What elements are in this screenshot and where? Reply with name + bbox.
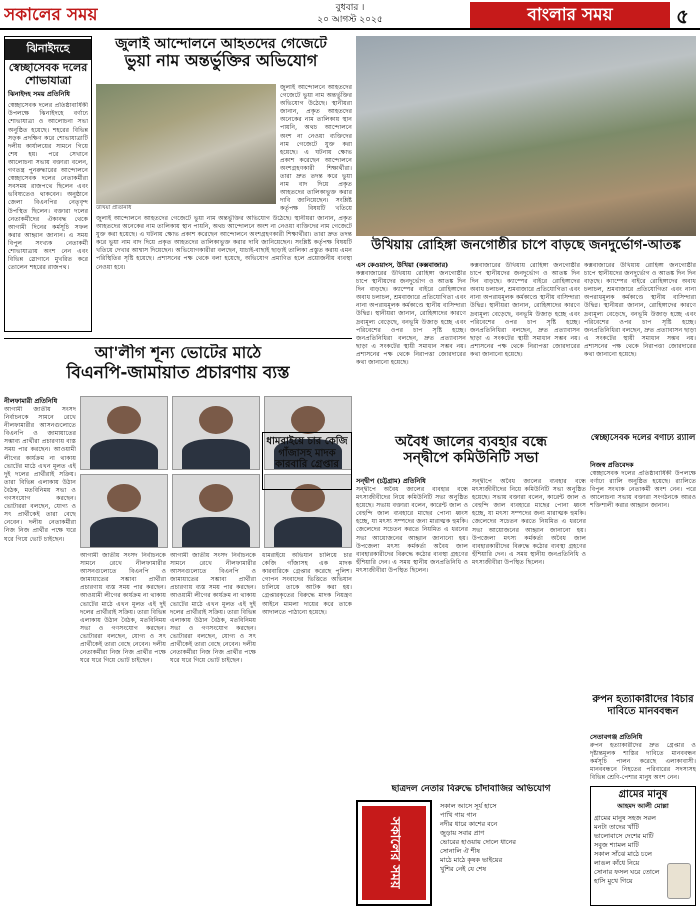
story9-header <box>356 784 586 798</box>
story9-headline: ছাত্রদল নেতার বিরুদ্ধে চাঁদাবাজির অভিযোগ <box>391 784 551 794</box>
poem1-line: খুশির নেই যে শেষ <box>440 865 487 873</box>
poem1-line: নদীর ধারে কাশের বনে <box>440 820 498 828</box>
story4-body-col2: আগামী জাতীয় সংসদ নির্বাচনকে সামনে রেখে নীলফামারীর আসনগুলোতে বিএনপি ও জামায়াতের সম্ভাব্য প্রার্থীরা প্রচারণায় ব্যস্ত সময় পার করছেন। আওয়ামী লীগের কার্যক্রম না থাকায় ভোটের মাঠে এখন মূলত এই দুই দলের প্রার্থীরাই সক্রিয়। তারা বিভিন্ন এলাকায় উঠান বৈঠক, মতবিনিময় সভা ও গণসংযোগ করছেন। ভোটাররা বলছেন, যোগ্য ও সৎ প্রার্থীকেই তারা বেছে নেবেন। দলীয় নেতাকর্মীরা নিজ নিজ প্রার্থীর পক্ষে ঘরে ঘরে গিয়ে ভোট চাইছেন। <box>80 552 166 665</box>
poem2-line: সোনার ফসল ঘরে তোলে <box>594 867 660 876</box>
date-day: বুধবার । <box>335 3 365 13</box>
story1-body: স্বেচ্ছাসেবক দলের প্রতিষ্ঠাবার্ষিকী উপলক্ষে ঝিনাইদহে বর্ণাঢ্য শোভাযাত্রা ও আলোচনা সভা অনুষ্ঠিত হয়েছে। শহরের বিভিন্ন সড়ক প্রদক্ষিণ করে শোভাযাত্রাটি দলীয় কার্যালয়ের সামনে গিয়ে শেষ হয়। পরে সেখানে আলোচনা সভায় বক্তারা বলেন, গণতন্ত্র পুনরুদ্ধারের আন্দোলনে স্বেচ্ছাসেবক দলের নেতাকর্মীরা সবসময় রাজপথে ছিলেন এবং ভবিষ্যতেও থাকবেন। অনুষ্ঠানে জেলা বিএনপির নেতৃবৃন্দ উপস্থিত ছিলেন। বক্তারা দলের নেতাকর্মীদের ঐক্যবদ্ধ থেকে আগামী দিনের কর্মসূচি সফল করার আহ্বান জানান। এ সময় বিপুল সংখ্যক নেতাকর্মী শোভাযাত্রায় অংশ নেন এবং বিভিন্ন স্লোগানে মুখরিত করে তোলেন শহরের রাজপথ। <box>8 102 88 272</box>
story2-headline-line1: জুলাই আন্দোলনে আহতদের গেজেটে <box>115 36 327 52</box>
story2-photo <box>96 84 276 204</box>
poem1-line: জুড়ায় সবার প্রাণ <box>440 829 485 837</box>
poem2-line: লাঙল কাঁধে নিয়ে <box>594 858 640 867</box>
story1-kicker: ঝিনাইদহে <box>5 39 91 60</box>
candidate-portrait <box>172 396 260 470</box>
poem2-line: হাসি মুখে গিয়ে <box>594 876 633 885</box>
story4-body-col1: আগামী জাতীয় সংসদ নির্বাচনকে সামনে রেখে নীলফামারীর আসনগুলোতে বিএনপি ও জামায়াতের সম্ভাব্য প্রার্থীরা প্রচারণায় ব্যস্ত সময় পার করছেন। আওয়ামী লীগের কার্যক্রম না থাকায় ভোটের মাঠে এখন মূলত এই দুই দলের প্রার্থীরাই সক্রিয়। তারা বিভিন্ন এলাকায় উঠান বৈঠক, মতবিনিময় সভা ও গণসংযোগ করছেন। ভোটাররা বলছেন, যোগ্য ও সৎ প্রার্থীকেই তারা বেছে নেবেন। দলীয় নেতাকর্মীরা নিজ নিজ প্রার্থীর পক্ষে ঘরে ঘরে গিয়ে ভোট চাইছেন। <box>4 406 76 543</box>
story2-body-col2: জুলাই আন্দোলনে আহতদের গেজেটে ভুয়া নাম অন্তর্ভুক্তির অভিযোগ উঠেছে। স্থানীয়রা জানান, প্রকৃত আহতদের অনেকের নাম তালিকায় স্থান পায়নি, অথচ আন্দোলনে অংশ না নেওয়া ব্যক্তিদের নাম গেজেটে যুক্ত করা হয়েছে। এ ঘটনায় ক্ষোভ প্রকাশ করেছেন আন্দোলনে অংশগ্রহণকারী শিক্ষার্থীরা। তারা দ্রুত তদন্ত করে ভুয়া নাম বাদ দিয়ে প্রকৃত আহতদের তালিকাভুক্ত করার দাবি জানিয়েছেন। সংশ্লিষ্ট কর্তৃপক্ষ বিষয়টি খতিয়ে দেখার আশ্বাস দিয়েছেন। অভিযোগকারীরা বলছেন, যাচাই-বাছাই ছাড়াই তালিকা প্রস্তুত করায় এমন পরিস্থিতির সৃষ্টি হয়েছে। প্রশাসনের পক্ষ থেকে বলা হয়েছে, অভিযোগ প্রমাণিত হলে প্রয়োজনীয় ব্যবস্থা নেওয়া হবে। <box>96 215 352 271</box>
masthead-date <box>290 2 410 26</box>
poem2 <box>590 786 696 906</box>
poem2-line: ভালোবাসে দেশের মাটি <box>594 831 654 840</box>
story5-body: ধামরাইয়ে অভিযান চালিয়ে চার কেজি গাঁজাসহ এক মাদক কারবারিকে গ্রেপ্তার করেছে পুলিশ। গোপন সংবাদের ভিত্তিতে অভিযান চালিয়ে তাকে আটক করা হয়। গ্রেপ্তারকৃতের বিরুদ্ধে মাদক নিয়ন্ত্রণ আইনে মামলা দায়ের করে তাকে আদালতে পাঠানো হয়েছে। <box>262 552 352 616</box>
candidate-portrait <box>80 396 168 470</box>
poem1-line: ভোরের হাওয়ায় দোলে ধানের <box>440 838 516 846</box>
story-jhenaidah <box>4 36 92 332</box>
story8-body: রুপন হত্যাকারীদের দ্রুত গ্রেপ্তার ও দৃষ্টান্তমূলক শাস্তির দাবিতে মানববন্ধন কর্মসূচি পালন করেছে এলাকাবাসী। মানববন্ধনে নিহতের পরিবারের সদস্যসহ বিভিন্ন শ্রেণি-পেশার মানুষ অংশ নেন। <box>590 742 696 782</box>
story3-header <box>356 236 696 258</box>
section-banner: বাংলার সময় <box>470 2 670 28</box>
story6-body-col1: সন্দ্বীপে অবৈধ জালের ব্যবহার বন্ধে মৎস্যজীবীদের নিয়ে কমিউনিটি সভা অনুষ্ঠিত হয়েছে। সভায় বক্তারা বলেন, কারেন্ট জাল ও বেহুন্দি জাল ব্যবহারে মাছের পোনা ধ্বংস হচ্ছে, যা মৎস্য সম্পদের জন্য মারাত্মক হুমকি। জেলেদের সচেতন করতে নিয়মিত এ ধরনের সভা আয়োজনের আহ্বান জানানো হয়। উপজেলা মৎস্য কর্মকর্তা অবৈধ জাল ব্যবহারকারীদের বিরুদ্ধে কঠোর ব্যবস্থা গ্রহণের হুঁশিয়ারি দেন। এ সময় স্থানীয় জনপ্রতিনিধি ও মৎস্যজীবীরা উপস্থিত ছিলেন। <box>356 486 468 574</box>
story7-headline: স্বেচ্ছাসেবক দলের বর্ণাঢ্য র‍্যালি <box>590 434 696 443</box>
masthead-logo: সকালের সময় <box>4 5 98 25</box>
masthead <box>0 0 700 30</box>
story6-headline-line2: সন্দ্বীপে কমিউনিটি সভা <box>403 450 539 467</box>
story6-byline: সন্দ্বীপ (চট্টগ্রাম) প্রতিনিধি <box>356 477 426 485</box>
story4-body-col3: আগামী জাতীয় সংসদ নির্বাচনকে সামনে রেখে নীলফামারীর আসনগুলোতে বিএনপি ও জামায়াতের সম্ভাব্য প্রার্থীরা প্রচারণায় ব্যস্ত সময় পার করছেন। আওয়ামী লীগের কার্যক্রম না থাকায় ভোটের মাঠে এখন মূলত এই দুই দলের প্রার্থীরাই সক্রিয়। তারা বিভিন্ন এলাকায় উঠান বৈঠক, মতবিনিময় সভা ও গণসংযোগ করছেন। ভোটাররা বলছেন, যোগ্য ও সৎ প্রার্থীকেই তারা বেছে নেবেন। দলীয় নেতাকর্মীরা নিজ নিজ প্রার্থীর পক্ষে ঘরে ঘরে গিয়ে ভোট চাইছেন। <box>170 552 256 665</box>
story4-headline-line2: বিএনপি-জামায়াত প্রচারণায় ব্যস্ত <box>66 363 290 384</box>
story4-header <box>4 344 352 392</box>
story6-headline-line1: অবৈধ জালের ব্যবহার বন্ধে <box>395 434 547 450</box>
poem1-line: সকাল আসে সূর্য হাসে <box>440 802 497 810</box>
date-full: ২০ আগস্ট ২০২৫ <box>317 15 383 25</box>
poem2-title: গ্রামের মানুষ <box>618 789 668 800</box>
poem2-line: সকাল সাঁঝে মাঠে চলে <box>594 849 653 858</box>
story7-body: স্বেচ্ছাসেবক দলের প্রতিষ্ঠাবার্ষিকী উপলক্ষে বর্ণাঢ্য র‍্যালি অনুষ্ঠিত হয়েছে। র‍্যালিতে বিপুল সংখ্যক নেতাকর্মী অংশ নেন। পরে আলোচনা সভায় বক্তারা সংগঠনকে আরও শক্তিশালী করার আহ্বান জানান। <box>590 470 696 510</box>
story3-body-col1: কক্সবাজারের উখিয়ায় রোহিঙ্গা জনগোষ্ঠীর চাপে স্থানীয়দের জনদুর্ভোগ ও আতঙ্ক দিন দিন বাড়ছে। ক্যাম্পের বাইরে রোহিঙ্গাদের অবাধ চলাচল, শ্রমবাজারে প্রতিযোগিতা এবং নানা অপরাধমূলক কর্মকাণ্ডে স্থানীয় বাসিন্দারা উদ্বিগ্ন। স্থানীয়রা জানান, রোহিঙ্গাদের কারণে দ্রব্যমূল্য বেড়েছে, বনভূমি উজাড় হচ্ছে এবং পরিবেশের ওপর চাপ সৃষ্টি হচ্ছে। জনপ্রতিনিধিরা বলছেন, দ্রুত প্রত্যাবাসন ছাড়া এ সংকটের স্থায়ী সমাধান সম্ভব নয়। প্রশাসনের পক্ষ থেকে নিরাপত্তা জোরদারের কথা জানানো হয়েছে। <box>356 270 466 367</box>
story-july-gazette-header <box>96 36 346 80</box>
story8-headline-line2: দাবিতে মানববন্ধন <box>607 705 679 717</box>
story4-byline: নীলফামারী প্রতিনিধি <box>4 397 58 405</box>
story7-byline: নিজস্ব প্রতিবেদক <box>590 461 634 469</box>
story1-byline: ঝিনাইদহ সময় প্রতিনিধি <box>8 90 70 99</box>
story8-headline-line1: রুপন হত্যাকারীদের বিচার <box>592 694 694 705</box>
story8-byline: সেতাবগঞ্জ প্রতিনিধি <box>590 733 643 741</box>
divider <box>4 338 352 339</box>
story2-body-col1: জুলাই আন্দোলনে আহতদের গেজেটে ভুয়া নাম অন্তর্ভুক্তির অভিযোগ উঠেছে। স্থানীয়রা জানান, প্রকৃত আহতদের অনেকের নাম তালিকায় স্থান পায়নি, অথচ আন্দোলনে অংশ না নেওয়া ব্যক্তিদের নাম গেজেটে যুক্ত করা হয়েছে। এ ঘটনায় ক্ষোভ প্রকাশ করেছেন আন্দোলনে অংশগ্রহণকারী শিক্ষার্থীরা। তারা দ্রুত তদন্ত করে ভুয়া নাম বাদ দিয়ে প্রকৃত আহতদের তালিকাভুক্ত করার দাবি জানিয়েছেন। সংশ্লিষ্ট কর্তৃপক্ষ বিষয়টি খতিয়ে <box>280 84 352 212</box>
story3-body-col3: কক্সবাজারের উখিয়ায় রোহিঙ্গা জনগোষ্ঠীর চাপে স্থানীয়দের জনদুর্ভোগ ও আতঙ্ক দিন দিন বাড়ছে। ক্যাম্পের বাইরে রোহিঙ্গাদের অবাধ চলাচল, শ্রমবাজারে প্রতিযোগিতা এবং নানা অপরাধমূলক কর্মকাণ্ডে স্থানীয় বাসিন্দারা উদ্বিগ্ন। স্থানীয়রা জানান, রোহিঙ্গাদের কারণে দ্রব্যমূল্য বেড়েছে, বনভূমি উজাড় হচ্ছে এবং পরিবেশের ওপর চাপ সৃষ্টি হচ্ছে। জনপ্রতিনিধিরা বলছেন, দ্রুত প্রত্যাবাসন ছাড়া এ সংকটের স্থায়ী সমাধান সম্ভব নয়। প্রশাসনের পক্ষ থেকে নিরাপত্তা জোরদারের কথা জানানো হয়েছে। <box>584 262 696 359</box>
logo-ad <box>356 800 432 906</box>
story6-header <box>356 434 586 474</box>
poem2-line: সবুজ শ্যামল মাটি <box>594 840 639 849</box>
story5-headline: ধামরাইয়ে চার কেজি গাঁজাসহ মাদক কারবারি গ্রেপ্তার <box>266 436 348 470</box>
story7-header <box>590 434 696 458</box>
story5-header <box>262 432 352 490</box>
story2-photo-caption: উখিয়া প্রতিনিধি <box>96 205 132 211</box>
story1-headline: স্বেচ্ছাসেবক দলের শোভাযাত্রা <box>8 61 88 87</box>
tea-cup-icon <box>667 863 691 899</box>
poem1 <box>438 800 586 906</box>
logo-ad-text: সকালের সময় <box>362 806 426 900</box>
poem2-line: গ্রামের মানুষ সহজ সরল <box>594 813 656 822</box>
poem2-line: মনটা তাদের খাঁটি <box>594 822 639 831</box>
poem1-line: পাখি গায় গান <box>440 811 477 819</box>
story3-body-col2: কক্সবাজারের উখিয়ায় রোহিঙ্গা জনগোষ্ঠীর চাপে স্থানীয়দের জনদুর্ভোগ ও আতঙ্ক দিন দিন বাড়ছে। ক্যাম্পের বাইরে রোহিঙ্গাদের অবাধ চলাচল, শ্রমবাজারে প্রতিযোগিতা এবং নানা অপরাধমূলক কর্মকাণ্ডে স্থানীয় বাসিন্দারা উদ্বিগ্ন। স্থানীয়রা জানান, রোহিঙ্গাদের কারণে দ্রব্যমূল্য বেড়েছে, বনভূমি উজাড় হচ্ছে এবং পরিবেশের ওপর চাপ সৃষ্টি হচ্ছে। জনপ্রতিনিধিরা বলছেন, দ্রুত প্রত্যাবাসন ছাড়া এ সংকটের স্থায়ী সমাধান সম্ভব নয়। প্রশাসনের পক্ষ থেকে নিরাপত্তা জোরদারের কথা জানানো হয়েছে। <box>470 262 580 359</box>
poem1-line: মাঠে মাঠে কৃষক ভাইয়ের <box>440 856 503 864</box>
candidate-portrait <box>80 474 168 548</box>
story6-body-col2: সন্দ্বীপে অবৈধ জালের ব্যবহার বন্ধে মৎস্যজীবীদের নিয়ে কমিউনিটি সভা অনুষ্ঠিত হয়েছে। সভায় বক্তারা বলেন, কারেন্ট জাল ও বেহুন্দি জাল ব্যবহারে মাছের পোনা ধ্বংস হচ্ছে, যা মৎস্য সম্পদের জন্য মারাত্মক হুমকি। জেলেদের সচেতন করতে নিয়মিত এ ধরনের সভা আয়োজনের আহ্বান জানানো হয়। উপজেলা মৎস্য কর্মকর্তা অবৈধ জাল ব্যবহারকারীদের বিরুদ্ধে কঠোর ব্যবস্থা গ্রহণের হুঁশিয়ারি দেন। এ সময় স্থানীয় জনপ্রতিনিধি ও মৎস্যজীবীরা উপস্থিত ছিলেন। <box>472 478 586 566</box>
story3-headline: উখিয়ায় রোহিঙ্গা জনগোষ্ঠীর চাপে বাড়ছে জনদুর্ভোগ-আতঙ্ক <box>371 238 681 253</box>
story8-header <box>590 694 696 730</box>
story3-photo <box>356 36 696 236</box>
page-number: ৫ <box>676 4 689 28</box>
poem2-author: আহমদ আলী মোল্লা <box>617 801 669 810</box>
story4-headline-line1: আ'লীগ শূন্য ভোটের মাঠে <box>94 344 262 362</box>
candidate-portrait <box>172 474 260 548</box>
poem1-line: সোনালি ঐ শীষ <box>440 847 480 855</box>
story3-byline: এস কেওয়াংস, উখিয়া (কক্সবাজার) <box>356 261 449 269</box>
story2-headline-line2: ভুয়া নাম অন্তর্ভুক্তির অভিযোগ <box>124 51 318 71</box>
